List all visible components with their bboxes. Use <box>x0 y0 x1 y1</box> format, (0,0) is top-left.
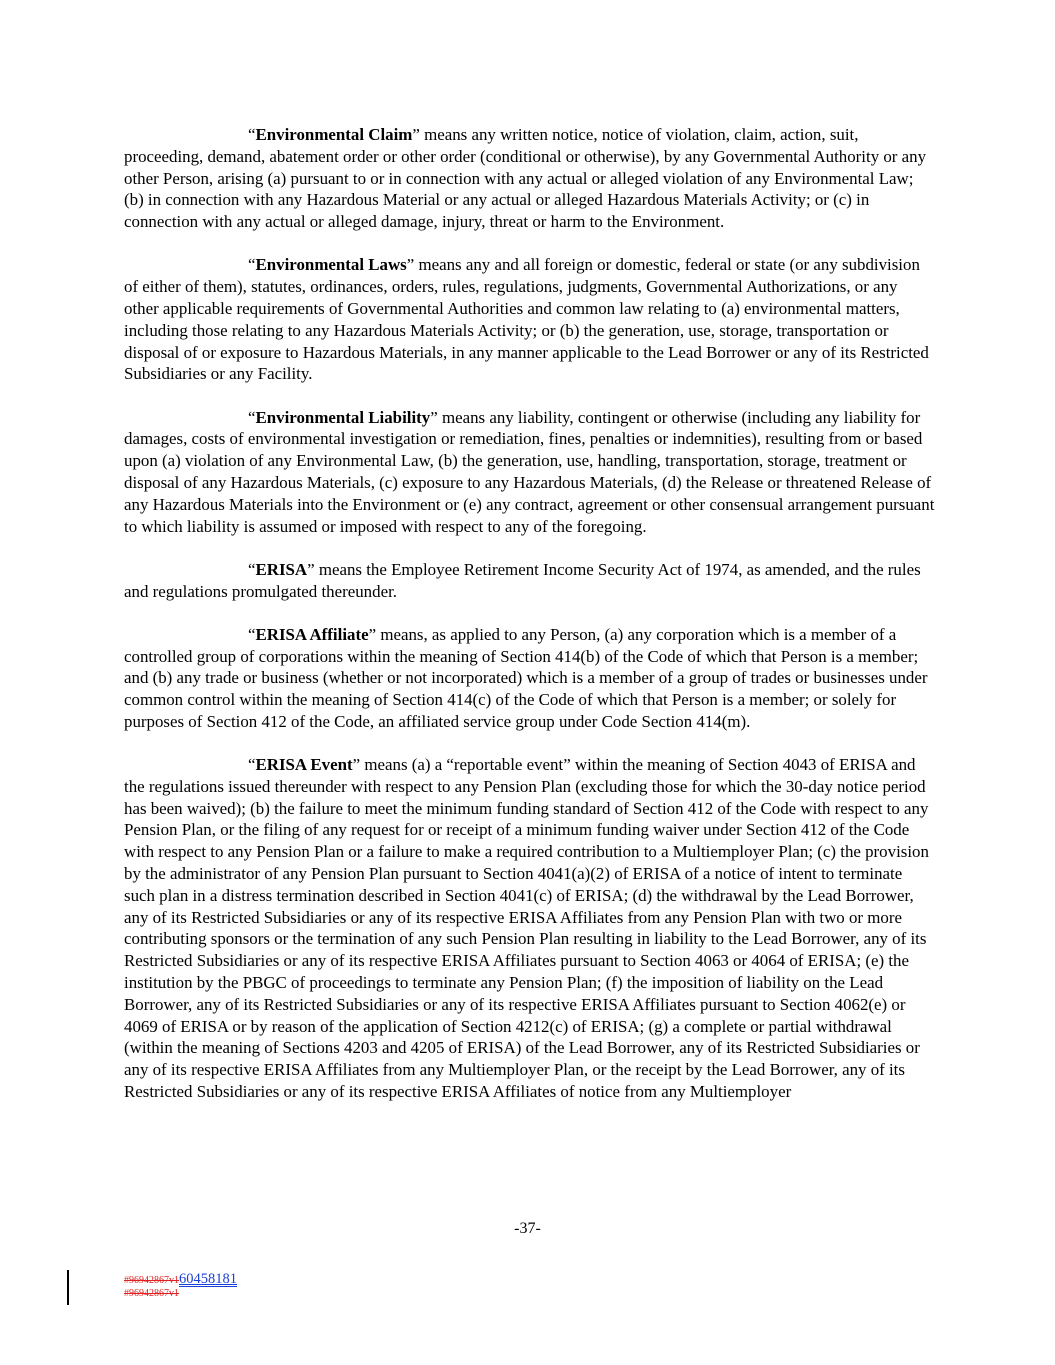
definition-environmental-laws: “Environmental Laws” means any and all foreign or domestic, federal or state (or any subdivision of either of them), statutes, ordinances, orders, rules, regulations, judgments, Governmental Authorizations, or any other applicable requirements of Governmental Authorities and common law relating to (a) environmental matters, including those relating to any Hazardous Materials Activity; or (b) the generation, use, storage, transportation or disposal of or exposure to Hazardous Materials, in any manner applicable to the Lead Borrower or any of its Restricted Subsidiaries or any Facility. <box>124 255 929 384</box>
definition-environmental-liability: “Environmental Liability” means any liability, contingent or otherwise (including any liability for damages, costs of environmental investigation or remediation, fines, penalties or indemnities), resulting from or based upon (a) violation of any Environmental Law, (b) the generation, use, handling, transportation, storage, treatment or disposal of any Hazardous Materials, (c) exposure to any Hazardous Materials, (d) the Release or threatened Release of any Hazardous Materials into the Environment or (e) any contract, agreement or other consensual arrangement pursuant to which liability is assumed or imposed with respect to any of the foregoing. <box>124 407 935 536</box>
document-id-footer <box>124 1273 237 1300</box>
footer-line-1 <box>124 1273 237 1287</box>
deleted-document-id-2: #96942867v1 <box>124 1288 179 1299</box>
definition-text: ” means, as applied to any Person, (a) any corporation which is a member of a controlled group of corporations within the meaning of Section 414(b) of the Code of which that Person is a member; and (b) any trade or business (whether or not incorporated) which is a member of a group of trades or businesses under common control within the meaning of Section 414(c) of the Code of which that Person is a member; or solely for purposes of Section 412 of the Code, an affiliated service group under Code Section 414(m). <box>124 624 928 731</box>
defined-term: Environmental Claim <box>255 125 413 144</box>
definition-text: ” means the Employee Retirement Income Security Act of 1974, as amended, and the rules and regulations promulgated thereunder. <box>124 559 921 601</box>
definition-text: ” means any liability, contingent or otherwise (including any liability for damages, costs of environmental investigation or remediation, fines, penalties or indemnities), resulting from or based upon (a) violation of any Environmental Law, (b) the generation, use, handling, transportation, storage, treatment or disposal of any Hazardous Materials, (c) exposure to any Hazardous Materials, (d) the Release or threatened Release of any Hazardous Materials into the Environment or (e) any contract, agreement or other consensual arrangement pursuant to which liability is assumed or imposed with respect to any of the foregoing. <box>124 407 935 536</box>
revision-change-bar <box>67 1270 69 1305</box>
defined-term: Environmental Laws <box>255 255 407 275</box>
defined-term: Environmental Liability <box>255 407 431 427</box>
definition-text: ” means any and all foreign or domestic, federal or state (or any subdivision of either of them), statutes, ordinances, orders, rules, regulations, judgments, Governmental Authorizations, or any other applicable requirements of Governmental Authorities and common law relating to (a) environmental matters, including those relating to any Hazardous Materials Activity; or (b) the generation, use, storage, transportation or disposal of or exposure to Hazardous Materials, in any manner applicable to the Lead Borrower or any of its Restricted Subsidiaries or any Facility. <box>124 255 929 384</box>
definition-text: ” means any written notice, notice of violation, claim, action, suit, proceeding, demand, abatement order or other order (conditional or otherwise), by any Governmental Authority or any other Person, arising (a) pursuant to or in connection with any actual or alleged violation of any Environmental Law; (b) in connection with any Hazardous Material or any actual or alleged Hazardous Materials Activity; or (c) in connection with any actual or alleged damage, injury, threat or harm to the Environment. <box>124 125 927 232</box>
definition-erisa-affiliate: “ERISA Affiliate” means, as applied to any Person, (a) any corporation which is a member of a controlled group of corporations within the meaning of Section 414(b) of the Code of which that Person is a member; and (b) any trade or business (whether or not incorporated) which is a member of a group of trades or businesses under common control within the meaning of Section 414(c) of the Code of which that Person is a member; or solely for purposes of Section 412 of the Code, an affiliated service group under Code Section 414(m). <box>124 624 928 731</box>
definition-erisa: “ERISA” means the Employee Retirement Income Security Act of 1974, as amended, and the rules and regulations promulgated thereunder. <box>124 559 921 601</box>
page-number: -37- <box>514 1220 541 1237</box>
definition-environmental-claim: “Environmental Claim” means any written notice, notice of violation, claim, action, suit, proceeding, demand, abatement order or other order (conditional or otherwise), by any Governmental Authority or any other Person, arising (a) pursuant to or in connection with any actual or alleged violation of any Environmental Law; (b) in connection with any Hazardous Material or any actual or alleged Hazardous Materials Activity; or (c) in connection with any actual or alleged damage, injury, threat or harm to the Environment. <box>124 125 927 232</box>
inserted-document-id: 60458181 <box>179 1271 237 1287</box>
defined-term: ERISA Affiliate <box>255 624 369 644</box>
deleted-document-id: #96942867v1 <box>124 1275 179 1286</box>
defined-term: ERISA Event <box>255 755 353 775</box>
defined-term: ERISA <box>255 559 308 579</box>
definition-erisa-event: “ERISA Event” means (a) a “reportable event” within the meaning of Section 4043 of ERISA and the regulations issued thereunder with respect to any Pension Plan (excluding those for which the 30-day notice period has been waived); (b) the failure to meet the minimum funding standard of Section 412 of the Code with respect to any Pension Plan, or the filing of any request for or receipt of a minimum funding waiver under Section 412 of the Code with respect to any Pension Plan or a failure to make a required contribution to a Multiemployer Plan; (c) the provision by the administrator of any Pension Plan pursuant to Section 4041(a)(2) of ERISA of a notice of intent to terminate such plan in a distress termination described in Section 4041(c) of ERISA; (d) the withdrawal by the Lead Borrower, any of its Restricted Subsidiaries or any of its respective ERISA Affiliates from any Pension Plan with two or more contributing sponsors or the termination of any such Pension Plan resulting in liability to the Lead Borrower, any of its Restricted Subsidiaries or any of its respective ERISA Affiliates pursuant to Section 4063 or 4064 of ERISA; (e) the institution by the PBGC of proceedings to terminate any Pension Plan; (f) the imposition of liability on the Lead Borrower, any of its Restricted Subsidiaries or any of its respective ERISA Affiliates pursuant to Section 4062(e) or 4069 of ERISA or by reason of the application of Section 4212(c) of ERISA; (g) a complete or partial withdrawal (within the meaning of Sections 4203 and 4205 of ERISA) of the Lead Borrower, any of its Restricted Subsidiaries or any of its respective ERISA Affiliates from any Multiemployer Plan, or the receipt by the Lead Borrower, any of its Restricted Subsidiaries or any of its respective ERISA Affiliates of notice from any Multiemployer <box>124 755 929 1102</box>
document-body <box>124 124 936 1124</box>
definition-text: ” means (a) a “reportable event” within the meaning of Section 4043 of ERISA and the regulations issued thereunder with respect to any Pension Plan (excluding those for which the 30-day notice period has been waived); (b) the failure to meet the minimum funding standard of Section 412 of the Code with respect to any Pension Plan, or the filing of any request for or receipt of a minimum funding waiver under Section 412 of the Code with respect to any Pension Plan or a failure to make a required contribution to a Multiemployer Plan; (c) the provision by the administrator of any Pension Plan pursuant to Section 4041(a)(2) of ERISA of a notice of intent to terminate such plan in a distress termination described in Section 4041(c) of ERISA; (d) the withdrawal by the Lead Borrower, any of its Restricted Subsidiaries or any of its respective ERISA Affiliates from any Pension Plan with two or more contributing sponsors or the termination of any such Pension Plan resulting in liability to the Lead Borrower, any of its Restricted Subsidiaries or any of its respective ERISA Affiliates pursuant to Section 4063 or 4064 of ERISA; (e) the institution by the PBGC of proceedings to terminate any Pension Plan; (f) the imposition of liability on the Lead Borrower, any of its Restricted Subsidiaries or any of its respective ERISA Affiliates pursuant to Section 4062(e) or 4069 of ERISA or by reason of the application of Section 4212(c) of ERISA; (g) a complete or partial withdrawal (within the meaning of Sections 4203 and 4205 of ERISA) of the Lead Borrower, any of its Restricted Subsidiaries or any of its respective ERISA Affiliates from any Multiemployer Plan, or the receipt by the Lead Borrower, any of its Restricted Subsidiaries or any of its respective ERISA Affiliates of notice from any Multiemployer <box>124 755 929 1102</box>
footer-line-2 <box>124 1287 237 1300</box>
